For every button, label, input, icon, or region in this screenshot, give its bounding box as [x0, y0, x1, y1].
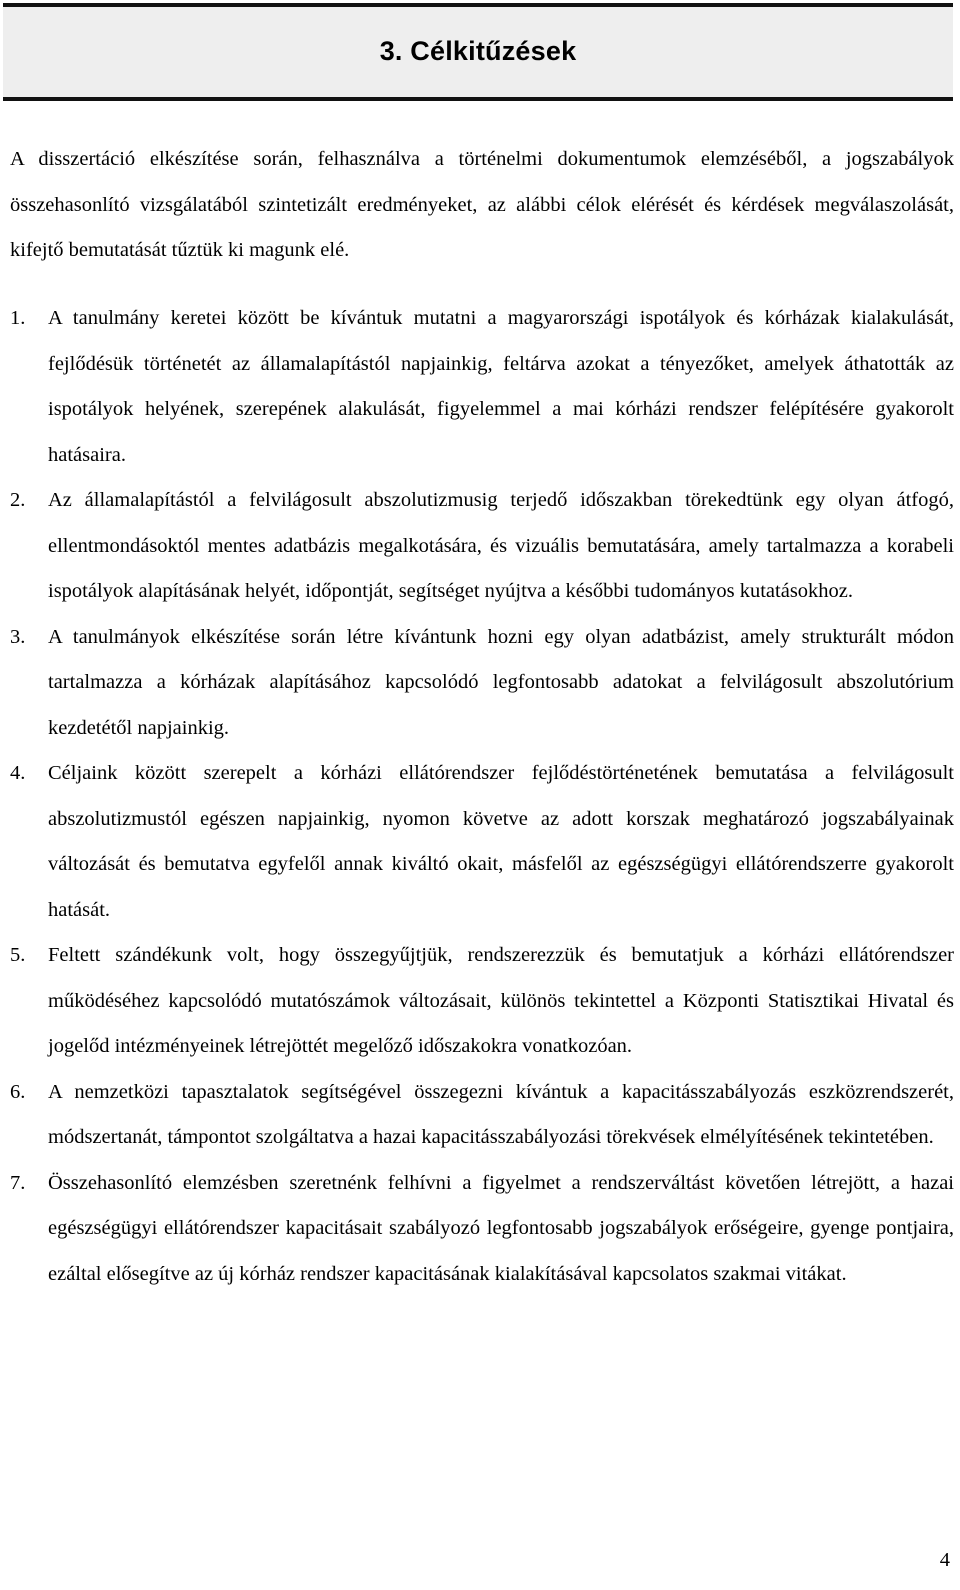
goal-number: 7.	[10, 1171, 26, 1194]
goal-text: Céljaink között szerepelt a kórházi ellátórendszer fejlődéstörténetének bemutatása a felvilágosult abszolutizmustól egészen napjainkig, nyomon követve az adott korszak meghatározó jogszabályainak változását és bemutatva egyfelől annak kiváltó okait, másfelől az egészségügyi ellátórendszerre gyakorolt hatását.	[48, 762, 954, 921]
goal-item-5	[10, 933, 954, 1070]
section-heading-box	[3, 3, 953, 101]
goal-text: Feltett szándékunk volt, hogy összegyűjtjük, rendszerezzük és bemutatjuk a kórházi ellátórendszer működéséhez kapcsolódó mutatószámok változásait, különös tekintettel a Központi Statisztikai Hivatal és jogelőd intézményeinek létrejöttét megelőző időszakokra vonatkozóan.	[48, 944, 954, 1057]
goal-number: 2.	[10, 489, 26, 511]
goal-item-7	[10, 1161, 954, 1298]
goal-number: 4.	[10, 762, 26, 784]
goal-text: A tanulmány keretei között be kívántuk mutatni a magyarországi ispotályok és kórházak kialakulását, fejlődésük történetét az államalapítástól napjainkig, feltárva azokat a tényezőket, amelyek áthatották az ispotályok helyének, szerepének alakulását, figyelemmel a mai kórházi rendszer felépítésére gyakorolt hatásaira.	[48, 307, 954, 466]
intro-paragraph: A disszertáció elkészítése során, felhasználva a történelmi dokumentumok elemzéséből, a jogszabályok összehasonlító vizsgálatából szintetizált eredményeket, az alábbi célok elérését és kérdések megválaszolását, kifejtő bemutatását tűztük ki magunk elé.	[10, 148, 954, 261]
goal-number: 6.	[10, 1080, 26, 1103]
section-title: 3. Célkitűzések	[379, 35, 577, 66]
goal-item-2	[10, 478, 954, 615]
goal-text: A nemzetközi tapasztalatok segítségével összegezni kívántuk a kapacitásszabályozás eszközrendszerét, módszertanát, támpontot szolgáltatva a hazai kapacitásszabályozási törekvések elmélyítésének tekintetében.	[48, 1080, 954, 1148]
goal-number: 5.	[10, 944, 26, 966]
goal-item-3	[10, 615, 954, 752]
goal-item-1	[10, 296, 954, 478]
goal-number: 3.	[10, 625, 26, 648]
page-number: 4	[939, 1549, 950, 1571]
goal-item-4	[10, 751, 954, 933]
goals-list	[10, 296, 954, 1297]
goal-text: Az államalapítástól a felvilágosult abszolutizmusig terjedő időszakban törekedtünk egy olyan átfogó, ellentmondásoktól mentes adatbázis megalkotására, és vizuális bemutatására, amely tartalmazza a korabeli ispotályok alapításának helyét, időpontját, segítséget nyújtva a későbbi tudományos kutatásokhoz.	[48, 489, 954, 602]
goal-item-6	[10, 1070, 954, 1161]
goal-text: Összehasonlító elemzésben szeretnénk felhívni a figyelmet a rendszerváltást követően létrejött, a hazai egészségügyi ellátórendszer kapacitásait szabályozó legfontosabb jogszabályok erőségeire, gyenge pontjaira, ezáltal elősegítve az új kórház rendszer kapacitásának kialakításával kapcsolatos szakmai vitákat.	[48, 1171, 954, 1285]
goal-text: A tanulmányok elkészítése során létre kívántunk hozni egy olyan adatbázist, amely strukturált módon tartalmazza a kórházak alapításához kapcsolódó legfontosabb adatokat a felvilágosult abszolutórium kezdetétől napjainkig.	[48, 625, 954, 739]
goal-number: 1.	[10, 307, 26, 329]
